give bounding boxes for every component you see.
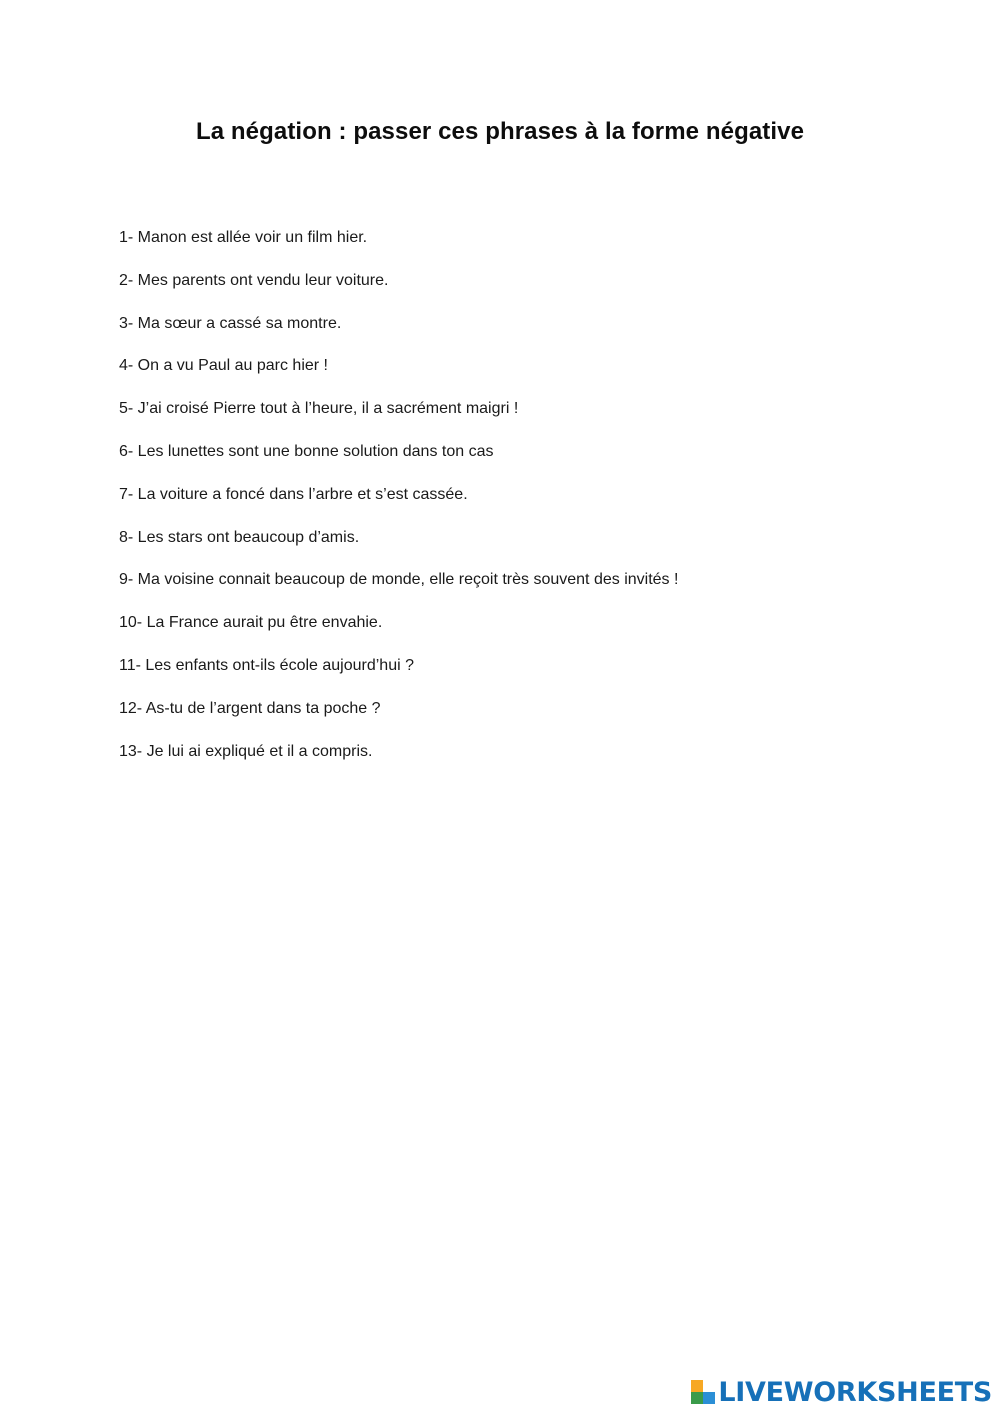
list-item: 1- Manon est allée voir un film hier. xyxy=(119,229,368,246)
list-item: 3- Ma sœur a cassé sa montre. xyxy=(119,314,342,332)
list-item: 13- Je lui ai expliqué et il a compris. xyxy=(119,742,373,760)
list-item: 2- Mes parents ont vendu leur voiture. xyxy=(119,271,389,289)
brand-watermark xyxy=(691,1377,992,1407)
list-item: 9- Ma voisine connait beaucoup de monde, elle reçoit très souvent des invités ! xyxy=(119,571,679,589)
list-item: 11- Les enfants ont-ils école aujourd’hui ? xyxy=(119,656,414,674)
page-title: La négation : passer ces phrases à la forme négative xyxy=(195,118,805,145)
list-item: 12- As-tu de l’argent dans ta poche ? xyxy=(119,699,381,717)
list-item: 4- On a vu Paul au parc hier ! xyxy=(119,357,328,375)
list-item: 5- J’ai croisé Pierre tout à l’heure, il a sacrément maigri ! xyxy=(119,400,519,418)
brand-logo-text: LIVEWORKSHEETS xyxy=(718,1376,992,1408)
liveworksheets-logo-icon xyxy=(691,1380,715,1404)
list-item: 7- La voiture a foncé dans l’arbre et s’est cassée. xyxy=(119,485,468,503)
list-item: 8- Les stars ont beaucoup d’amis. xyxy=(119,528,360,546)
list-item: 10- La France aurait pu être envahie. xyxy=(119,614,383,632)
list-item: 6- Les lunettes sont une bonne solution dans ton cas xyxy=(119,442,494,460)
sentence-list xyxy=(119,228,939,784)
